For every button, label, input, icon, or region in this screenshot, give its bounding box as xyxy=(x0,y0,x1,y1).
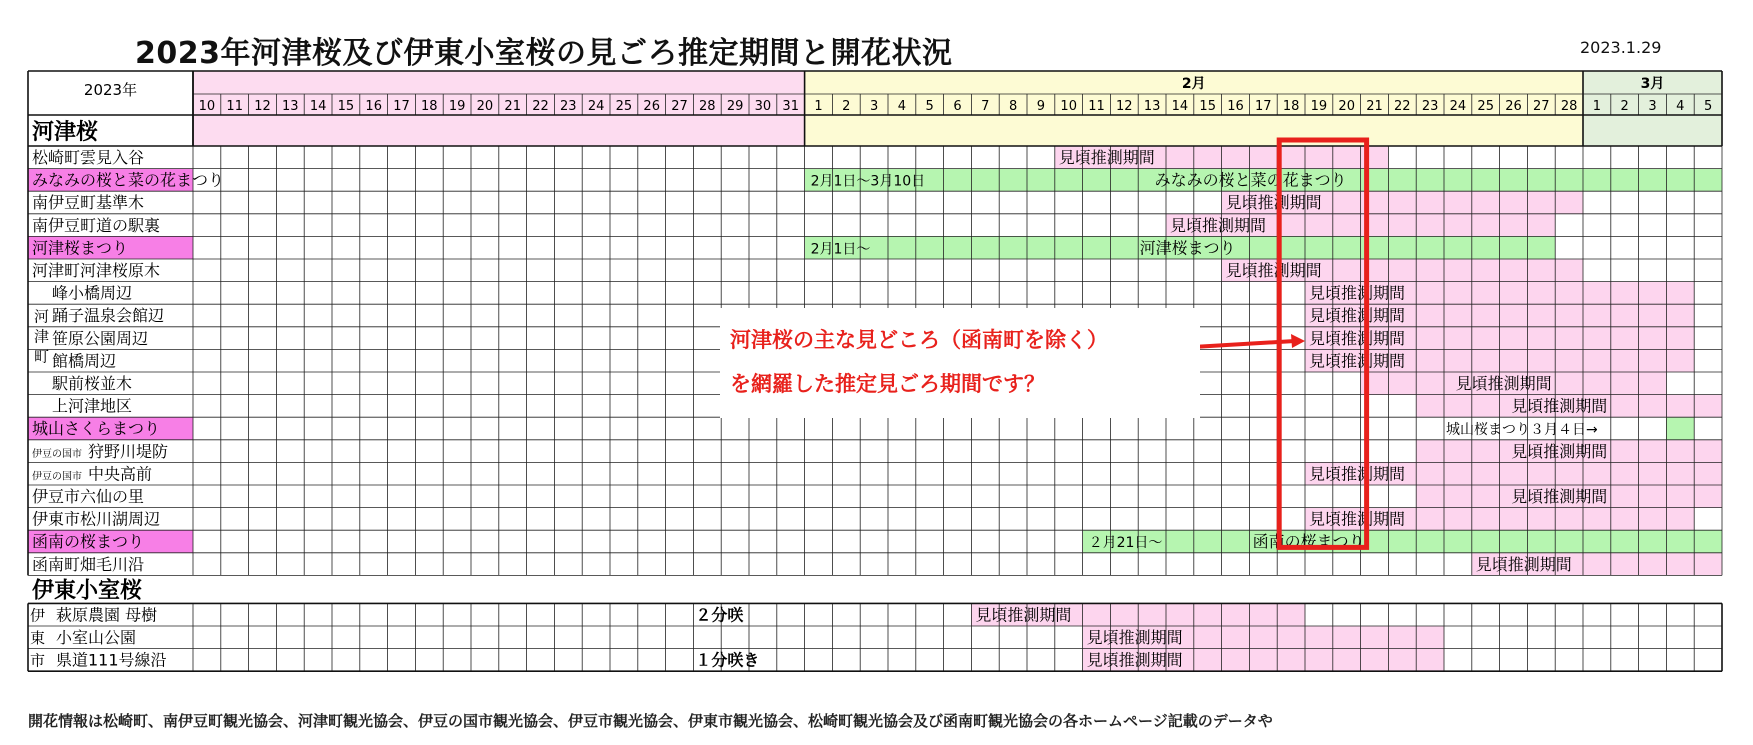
day-number: 23 xyxy=(1421,99,1439,114)
group-label-char: 東 xyxy=(30,629,46,647)
day-number: 4 xyxy=(897,99,907,114)
row-label: 函南の桜まつり xyxy=(32,532,145,552)
section-band-mar xyxy=(1583,115,1722,146)
day-number: 23 xyxy=(560,99,577,114)
day-number: 2 xyxy=(842,99,851,114)
period-label: 見頃推測期間 xyxy=(1225,261,1322,280)
row-label: 河津町河津桜原木 xyxy=(32,261,161,280)
row-label: 峰小橋周辺 xyxy=(52,283,133,303)
period-label: 見頃推測期間 xyxy=(1309,509,1406,529)
period-label: 見頃推測期間 xyxy=(1225,193,1322,213)
row-label: 函南町畑毛川沿 xyxy=(32,554,145,574)
ito-period-label: 見頃推測期間 xyxy=(975,605,1072,625)
section-band-feb xyxy=(805,115,1583,146)
mar-label: 3月 xyxy=(1640,76,1665,92)
day-number: 14 xyxy=(1171,99,1189,114)
group-label-char: 町 xyxy=(34,347,50,366)
day-number: 22 xyxy=(1394,99,1411,114)
bar-note xyxy=(1666,417,1694,440)
period-label: 見頃推測期間 xyxy=(1309,283,1406,303)
day-number: 20 xyxy=(1338,99,1355,114)
row-label: 伊東市松川湖周辺 xyxy=(32,509,161,529)
day-number: 29 xyxy=(726,99,744,114)
section-title-kawazu: 河津桜 xyxy=(32,120,99,145)
day-number: 31 xyxy=(782,99,799,114)
festival-name: みなみの桜と菜の花まつり xyxy=(1154,170,1347,190)
bar-festival xyxy=(1083,530,1722,553)
day-number: 1 xyxy=(814,99,823,114)
ito-row-label: 小室山公園 xyxy=(56,628,137,647)
ito-row-label: 萩原農園 母樹 xyxy=(56,605,158,625)
day-number: 16 xyxy=(365,99,382,114)
period-label: 見頃推測期間 xyxy=(1475,554,1572,574)
period-label: 見頃推測期間 xyxy=(1058,148,1155,167)
festival-date: ２月21日～ xyxy=(1088,535,1163,552)
date-label: 2023.1.29 xyxy=(1580,38,1662,57)
row-label: 上河津地区 xyxy=(52,396,133,416)
day-number: 27 xyxy=(671,99,688,114)
day-number: 8 xyxy=(1008,99,1018,114)
row-label-prefix: 伊豆の国市 xyxy=(32,448,82,460)
day-number: 10 xyxy=(198,99,216,114)
year-label: 2023年 xyxy=(83,81,138,99)
ito-status: ２分咲 xyxy=(695,605,744,625)
period-label: 見頃推測期間 xyxy=(1511,487,1608,506)
day-number: 11 xyxy=(1088,99,1105,114)
group-label-char: 河 xyxy=(34,307,50,326)
period-label: 見頃推測期間 xyxy=(1309,464,1406,484)
day-number: 4 xyxy=(1676,99,1685,114)
day-number: 26 xyxy=(643,99,660,114)
page-title: 2023年河津桜及び伊東小室桜の見ごろ推定期間と開花状況 xyxy=(135,36,953,71)
arrow-head-icon xyxy=(1291,334,1305,348)
day-number: 24 xyxy=(587,99,605,114)
day-number: 3 xyxy=(869,99,879,114)
festival-name: 河津桜まつり xyxy=(1139,238,1236,258)
day-number: 19 xyxy=(1310,99,1328,114)
ito-status: １分咲き xyxy=(695,650,760,670)
day-number: 9 xyxy=(1036,99,1046,114)
period-label: 見頃推測期間 xyxy=(1455,374,1552,393)
day-number: 12 xyxy=(254,99,271,114)
day-number: 22 xyxy=(532,99,549,114)
period-label: 見頃推測期間 xyxy=(1309,306,1406,326)
day-number: 21 xyxy=(504,99,521,114)
festival-name: 函南の桜まつり xyxy=(1252,532,1365,552)
feb-label: 2月 xyxy=(1181,76,1206,92)
day-number: 5 xyxy=(925,99,934,114)
ito-period-label: 見頃推測期間 xyxy=(1086,628,1183,647)
day-number: 20 xyxy=(476,99,494,114)
period-label: 見頃推測期間 xyxy=(1511,396,1608,416)
row-label-prefix: 伊豆の国市 xyxy=(32,471,82,483)
day-number: 2 xyxy=(1620,99,1629,114)
row-label: 伊豆市六仙の里 xyxy=(32,487,145,506)
day-number: 15 xyxy=(337,99,355,114)
period-label: 見頃推測期間 xyxy=(1170,215,1267,235)
festival-date: 2月1日～3月10日 xyxy=(810,173,926,190)
annotation-line-2: を網羅した推定見ごろ期間です？ xyxy=(730,372,1045,396)
section-band-jan xyxy=(193,115,805,146)
row-label: 南伊豆町道の駅裏 xyxy=(32,215,161,235)
day-number: 28 xyxy=(699,99,716,114)
day-number: 10 xyxy=(1060,99,1077,114)
day-number: 25 xyxy=(1477,99,1494,114)
day-number: 27 xyxy=(1533,99,1550,114)
day-number: 13 xyxy=(282,99,299,114)
day-number: 14 xyxy=(309,99,327,114)
day-number: 6 xyxy=(953,99,962,114)
day-number: 18 xyxy=(1282,99,1300,114)
bar-note: 城山桜まつり３月４日→ xyxy=(1446,422,1598,439)
ito-row-label: 県道111号線沿 xyxy=(56,650,167,670)
ito-period-label: 見頃推測期間 xyxy=(1086,650,1183,670)
row-label: みなみの桜と菜の花まつり xyxy=(32,170,225,190)
day-number: 12 xyxy=(1116,99,1133,114)
footer-note: 開花情報は松崎町、南伊豆町観光協会、河津町観光協会、伊豆の国市観光協会、伊豆市観光協会、伊東市観光協会、松崎町観光協会及び函南町観光協会の各ホームページ記載のデータや xyxy=(28,712,1273,730)
row-label: 笹原公園周辺 xyxy=(52,328,149,348)
row-label: 河津桜まつり xyxy=(32,238,129,258)
day-number: 21 xyxy=(1366,99,1383,114)
day-number: 11 xyxy=(226,99,243,114)
row-label: 駅前桜並木 xyxy=(52,374,133,393)
annotation-box xyxy=(720,308,1200,418)
day-number: 28 xyxy=(1560,99,1578,114)
period-label: 見頃推測期間 xyxy=(1309,328,1406,348)
day-number: 19 xyxy=(448,99,466,114)
day-number: 30 xyxy=(754,99,772,114)
group-label-char: 津 xyxy=(34,327,50,346)
day-number: 5 xyxy=(1703,99,1713,114)
day-number: 26 xyxy=(1505,99,1522,114)
festival-date: 2月1日～ xyxy=(810,241,871,258)
row-label: 城山さくらまつり xyxy=(32,419,161,439)
day-number: 3 xyxy=(1648,99,1657,114)
day-number: 1 xyxy=(1592,99,1602,114)
day-number: 17 xyxy=(393,99,410,114)
day-number: 24 xyxy=(1449,99,1467,114)
section-title-ito: 伊東小室桜 xyxy=(32,578,143,604)
day-number: 16 xyxy=(1227,99,1244,114)
day-number: 25 xyxy=(615,99,633,114)
period-label: 見頃推測期間 xyxy=(1511,441,1608,461)
day-number: 7 xyxy=(981,99,990,114)
annotation-line-1: 河津桜の主な見どころ（函南町を除く） xyxy=(730,328,1108,352)
row-label: 狩野川堤防 xyxy=(88,441,169,461)
row-label: 南伊豆町基準木 xyxy=(32,193,145,213)
day-number: 17 xyxy=(1255,99,1272,114)
period-label: 見頃推測期間 xyxy=(1309,351,1406,371)
day-number: 13 xyxy=(1143,99,1161,114)
day-number: 15 xyxy=(1199,99,1216,114)
group-label-char: 市 xyxy=(30,651,46,670)
row-label: 踊子温泉会館辺 xyxy=(52,306,165,326)
day-number: 18 xyxy=(421,99,438,114)
row-label: 中央高前 xyxy=(88,464,153,484)
group-label-char: 伊 xyxy=(30,606,46,625)
row-label: 館橋周辺 xyxy=(52,351,117,371)
row-label: 松崎町雲見入谷 xyxy=(32,148,145,167)
